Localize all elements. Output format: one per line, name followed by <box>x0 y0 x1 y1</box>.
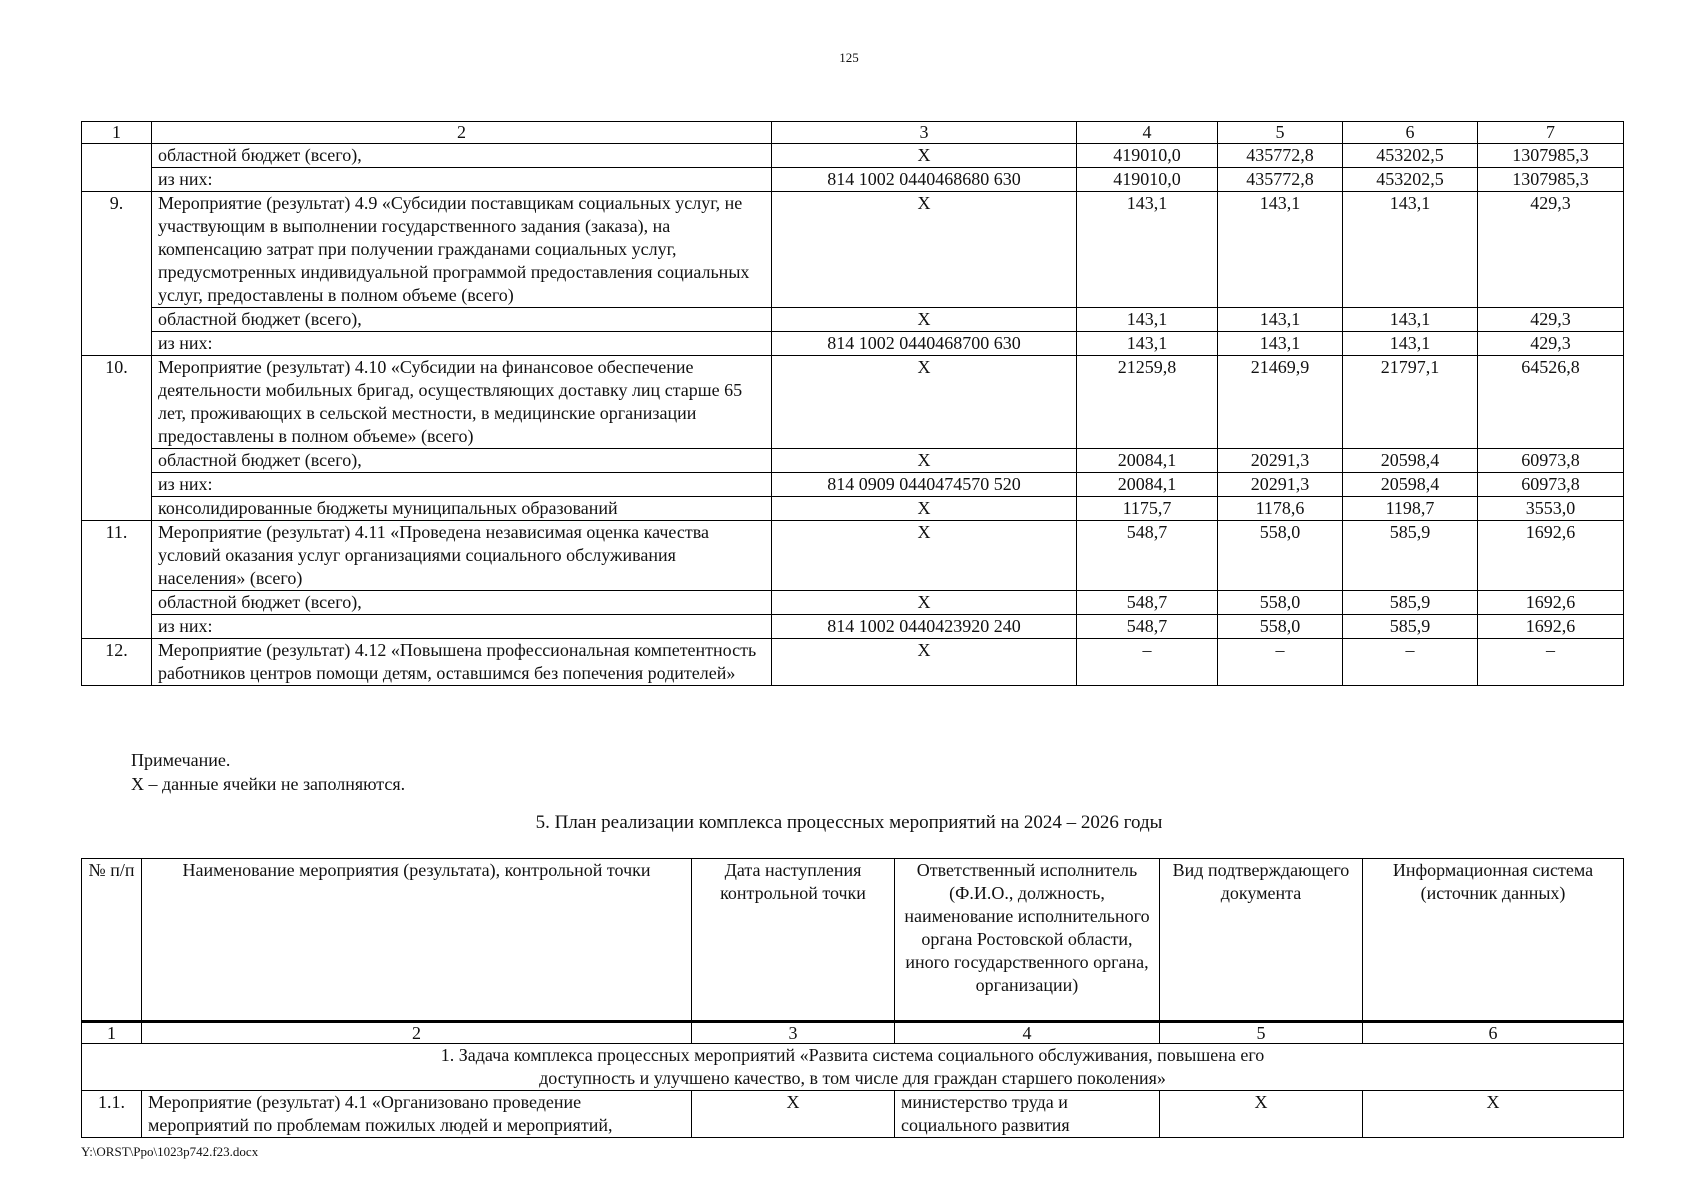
section-title: 5. План реализации комплекса процессных мероприятий на 2024 – 2026 годы <box>535 812 1163 833</box>
row-code: X <box>772 449 1077 473</box>
table-row <box>82 1091 1624 1138</box>
row-value-v6: 585,9 <box>1343 521 1478 591</box>
note-title: Примечание. <box>131 750 231 770</box>
row-value-v5: 20291,3 <box>1218 473 1343 497</box>
row-value-v7: 1307985,3 <box>1478 144 1624 168</box>
row-code: X <box>772 639 1077 686</box>
header-doc: Вид подтверждающего документа <box>1160 859 1363 1022</box>
row-name: областной бюджет (всего), <box>152 449 772 473</box>
column-number: 1 <box>82 122 152 144</box>
row-doc: X <box>1160 1091 1363 1138</box>
colnum: 3 <box>692 1022 895 1044</box>
row-value-v4: 143,1 <box>1077 192 1218 308</box>
row-value-v6: 143,1 <box>1343 192 1478 308</box>
row-code: 814 1002 0440468700 630 <box>772 332 1077 356</box>
row-value-v4: 548,7 <box>1077 521 1218 591</box>
row-number: 10. <box>82 356 152 521</box>
column-number: 3 <box>772 122 1077 144</box>
row-code: 814 0909 0440474570 520 <box>772 473 1077 497</box>
row-value-v6: 143,1 <box>1343 332 1478 356</box>
row-number <box>82 144 152 192</box>
row-name: областной бюджет (всего), <box>152 308 772 332</box>
row-value-v5: 20291,3 <box>1218 449 1343 473</box>
row-name: областной бюджет (всего), <box>152 591 772 615</box>
row-value-v5: 1178,6 <box>1218 497 1343 521</box>
table-row <box>82 356 1624 449</box>
row-name: Мероприятие (результат) 4.9 «Субсидии поставщикам социальных услуг, не участвующим в выполнении государственного задания (заказа), на компенсацию затрат при получении гражданами социальных услуг, предусмотренных индивидуальной программой предоставления социальных услуг, предоставлены в полном объеме (всего) <box>152 192 772 308</box>
table-row <box>82 521 1624 591</box>
plan-colnum-row <box>82 1022 1624 1044</box>
row-code: 814 1002 0440423920 240 <box>772 615 1077 639</box>
table-row <box>82 144 1624 168</box>
colnum: 6 <box>1363 1022 1624 1044</box>
row-value-v5: – <box>1218 639 1343 686</box>
table-row <box>82 639 1624 686</box>
row-value-v6: 453202,5 <box>1343 144 1478 168</box>
header-no: № п/п <box>82 859 142 1022</box>
table-row <box>82 615 1624 639</box>
table-row <box>82 332 1624 356</box>
row-code: X <box>772 144 1077 168</box>
row-value-v4: 548,7 <box>1077 615 1218 639</box>
row-value-v6: 585,9 <box>1343 615 1478 639</box>
row-name: из них: <box>152 168 772 192</box>
row-value-v6: 585,9 <box>1343 591 1478 615</box>
row-value-v4: 20084,1 <box>1077 449 1218 473</box>
row-value-v7: 64526,8 <box>1478 356 1624 449</box>
row-value-v7: 60973,8 <box>1478 449 1624 473</box>
task-title: 1. Задача комплекса процессных мероприятий «Развита система социального обслуживания, повышена его доступность и улучшено качество, в том числе для граждан старшего поколения» <box>82 1044 1624 1091</box>
row-code: X <box>772 356 1077 449</box>
row-date: X <box>692 1091 895 1138</box>
row-number: 11. <box>82 521 152 639</box>
budget-table <box>81 121 1624 686</box>
header-system: Информационная система (источник данных) <box>1363 859 1624 1022</box>
row-value-v7: 429,3 <box>1478 308 1624 332</box>
row-value-v6: 20598,4 <box>1343 449 1478 473</box>
row-value-v5: 143,1 <box>1218 192 1343 308</box>
row-code: 814 1002 0440468680 630 <box>772 168 1077 192</box>
column-number: 2 <box>152 122 772 144</box>
footer-file-path: Y:\ORST\Ppo\1023p742.f23.docx <box>81 1144 259 1159</box>
row-name: из них: <box>152 615 772 639</box>
table-row <box>82 591 1624 615</box>
colnum: 5 <box>1160 1022 1363 1044</box>
row-code: X <box>772 308 1077 332</box>
row-value-v4: 548,7 <box>1077 591 1218 615</box>
row-code: X <box>772 521 1077 591</box>
page-number: 125 <box>839 50 859 65</box>
row-code: X <box>772 192 1077 308</box>
row-code: X <box>772 591 1077 615</box>
row-value-v4: 419010,0 <box>1077 168 1218 192</box>
row-system: X <box>1363 1091 1624 1138</box>
row-value-v4: 20084,1 <box>1077 473 1218 497</box>
row-value-v7: 1692,6 <box>1478 591 1624 615</box>
table-row <box>82 473 1624 497</box>
table-row <box>82 308 1624 332</box>
header-responsible: Ответственный исполнитель (Ф.И.О., должность, наименование исполнительного органа Ростовской области, иного государственного органа, организации) <box>895 859 1160 1022</box>
plan-table <box>81 858 1624 1138</box>
note-text: X – данные ячейки не заполняются. <box>131 774 406 794</box>
table-row <box>82 168 1624 192</box>
table-row <box>82 497 1624 521</box>
colnum: 1 <box>82 1022 142 1044</box>
header-date: Дата наступления контрольной точки <box>692 859 895 1022</box>
colnum: 4 <box>895 1022 1160 1044</box>
row-value-v4: 419010,0 <box>1077 144 1218 168</box>
row-value-v6: 21797,1 <box>1343 356 1478 449</box>
row-value-v7: 1692,6 <box>1478 521 1624 591</box>
plan-header-row <box>82 859 1624 1022</box>
row-value-v4: 1175,7 <box>1077 497 1218 521</box>
row-value-v7: 1307985,3 <box>1478 168 1624 192</box>
row-value-v5: 21469,9 <box>1218 356 1343 449</box>
row-value-v5: 435772,8 <box>1218 168 1343 192</box>
row-value-v6: 453202,5 <box>1343 168 1478 192</box>
row-value-v6: – <box>1343 639 1478 686</box>
row-value-v7: – <box>1478 639 1624 686</box>
row-value-v7: 429,3 <box>1478 332 1624 356</box>
task-row <box>82 1044 1624 1091</box>
row-value-v5: 558,0 <box>1218 591 1343 615</box>
column-number-row <box>82 122 1624 144</box>
column-number: 5 <box>1218 122 1343 144</box>
row-name: Мероприятие (результат) 4.11 «Проведена независимая оценка качества условий оказания услуг организациями социального обслуживания населения» (всего) <box>152 521 772 591</box>
row-value-v4: 143,1 <box>1077 308 1218 332</box>
row-value-v4: – <box>1077 639 1218 686</box>
row-name: Мероприятие (результат) 4.1 «Организовано проведение мероприятий по проблемам пожилых людей и мероприятий, <box>142 1091 692 1138</box>
row-value-v6: 143,1 <box>1343 308 1478 332</box>
row-value-v4: 143,1 <box>1077 332 1218 356</box>
row-name: Мероприятие (результат) 4.12 «Повышена профессиональная компетентность работников центров помощи детям, оставшимся без попечения родителей» <box>152 639 772 686</box>
row-name: Мероприятие (результат) 4.10 «Субсидии на финансовое обеспечение деятельности мобильных бригад, осуществляющих доставку лиц старше 65 лет, проживающих в сельской местности, в медицинские организации предоставлены в полном объеме» (всего) <box>152 356 772 449</box>
row-value-v5: 143,1 <box>1218 332 1343 356</box>
row-name: из них: <box>152 332 772 356</box>
row-value-v6: 1198,7 <box>1343 497 1478 521</box>
row-code: X <box>772 497 1077 521</box>
row-number: 12. <box>82 639 152 686</box>
row-value-v7: 60973,8 <box>1478 473 1624 497</box>
table-row <box>82 192 1624 308</box>
row-value-v5: 435772,8 <box>1218 144 1343 168</box>
row-value-v7: 3553,0 <box>1478 497 1624 521</box>
table-row <box>82 449 1624 473</box>
column-number: 6 <box>1343 122 1478 144</box>
row-value-v7: 429,3 <box>1478 192 1624 308</box>
row-value-v5: 143,1 <box>1218 308 1343 332</box>
row-responsible: министерство труда и социального развития <box>895 1091 1160 1138</box>
row-no: 1.1. <box>82 1091 142 1138</box>
column-number: 7 <box>1478 122 1624 144</box>
row-value-v6: 20598,4 <box>1343 473 1478 497</box>
row-value-v5: 558,0 <box>1218 521 1343 591</box>
row-value-v4: 21259,8 <box>1077 356 1218 449</box>
row-value-v7: 1692,6 <box>1478 615 1624 639</box>
row-value-v5: 558,0 <box>1218 615 1343 639</box>
row-name: из них: <box>152 473 772 497</box>
row-name: областной бюджет (всего), <box>152 144 772 168</box>
header-name: Наименование мероприятия (результата), контрольной точки <box>142 859 692 1022</box>
colnum: 2 <box>142 1022 692 1044</box>
column-number: 4 <box>1077 122 1218 144</box>
row-name: консолидированные бюджеты муниципальных образований <box>152 497 772 521</box>
row-number: 9. <box>82 192 152 356</box>
